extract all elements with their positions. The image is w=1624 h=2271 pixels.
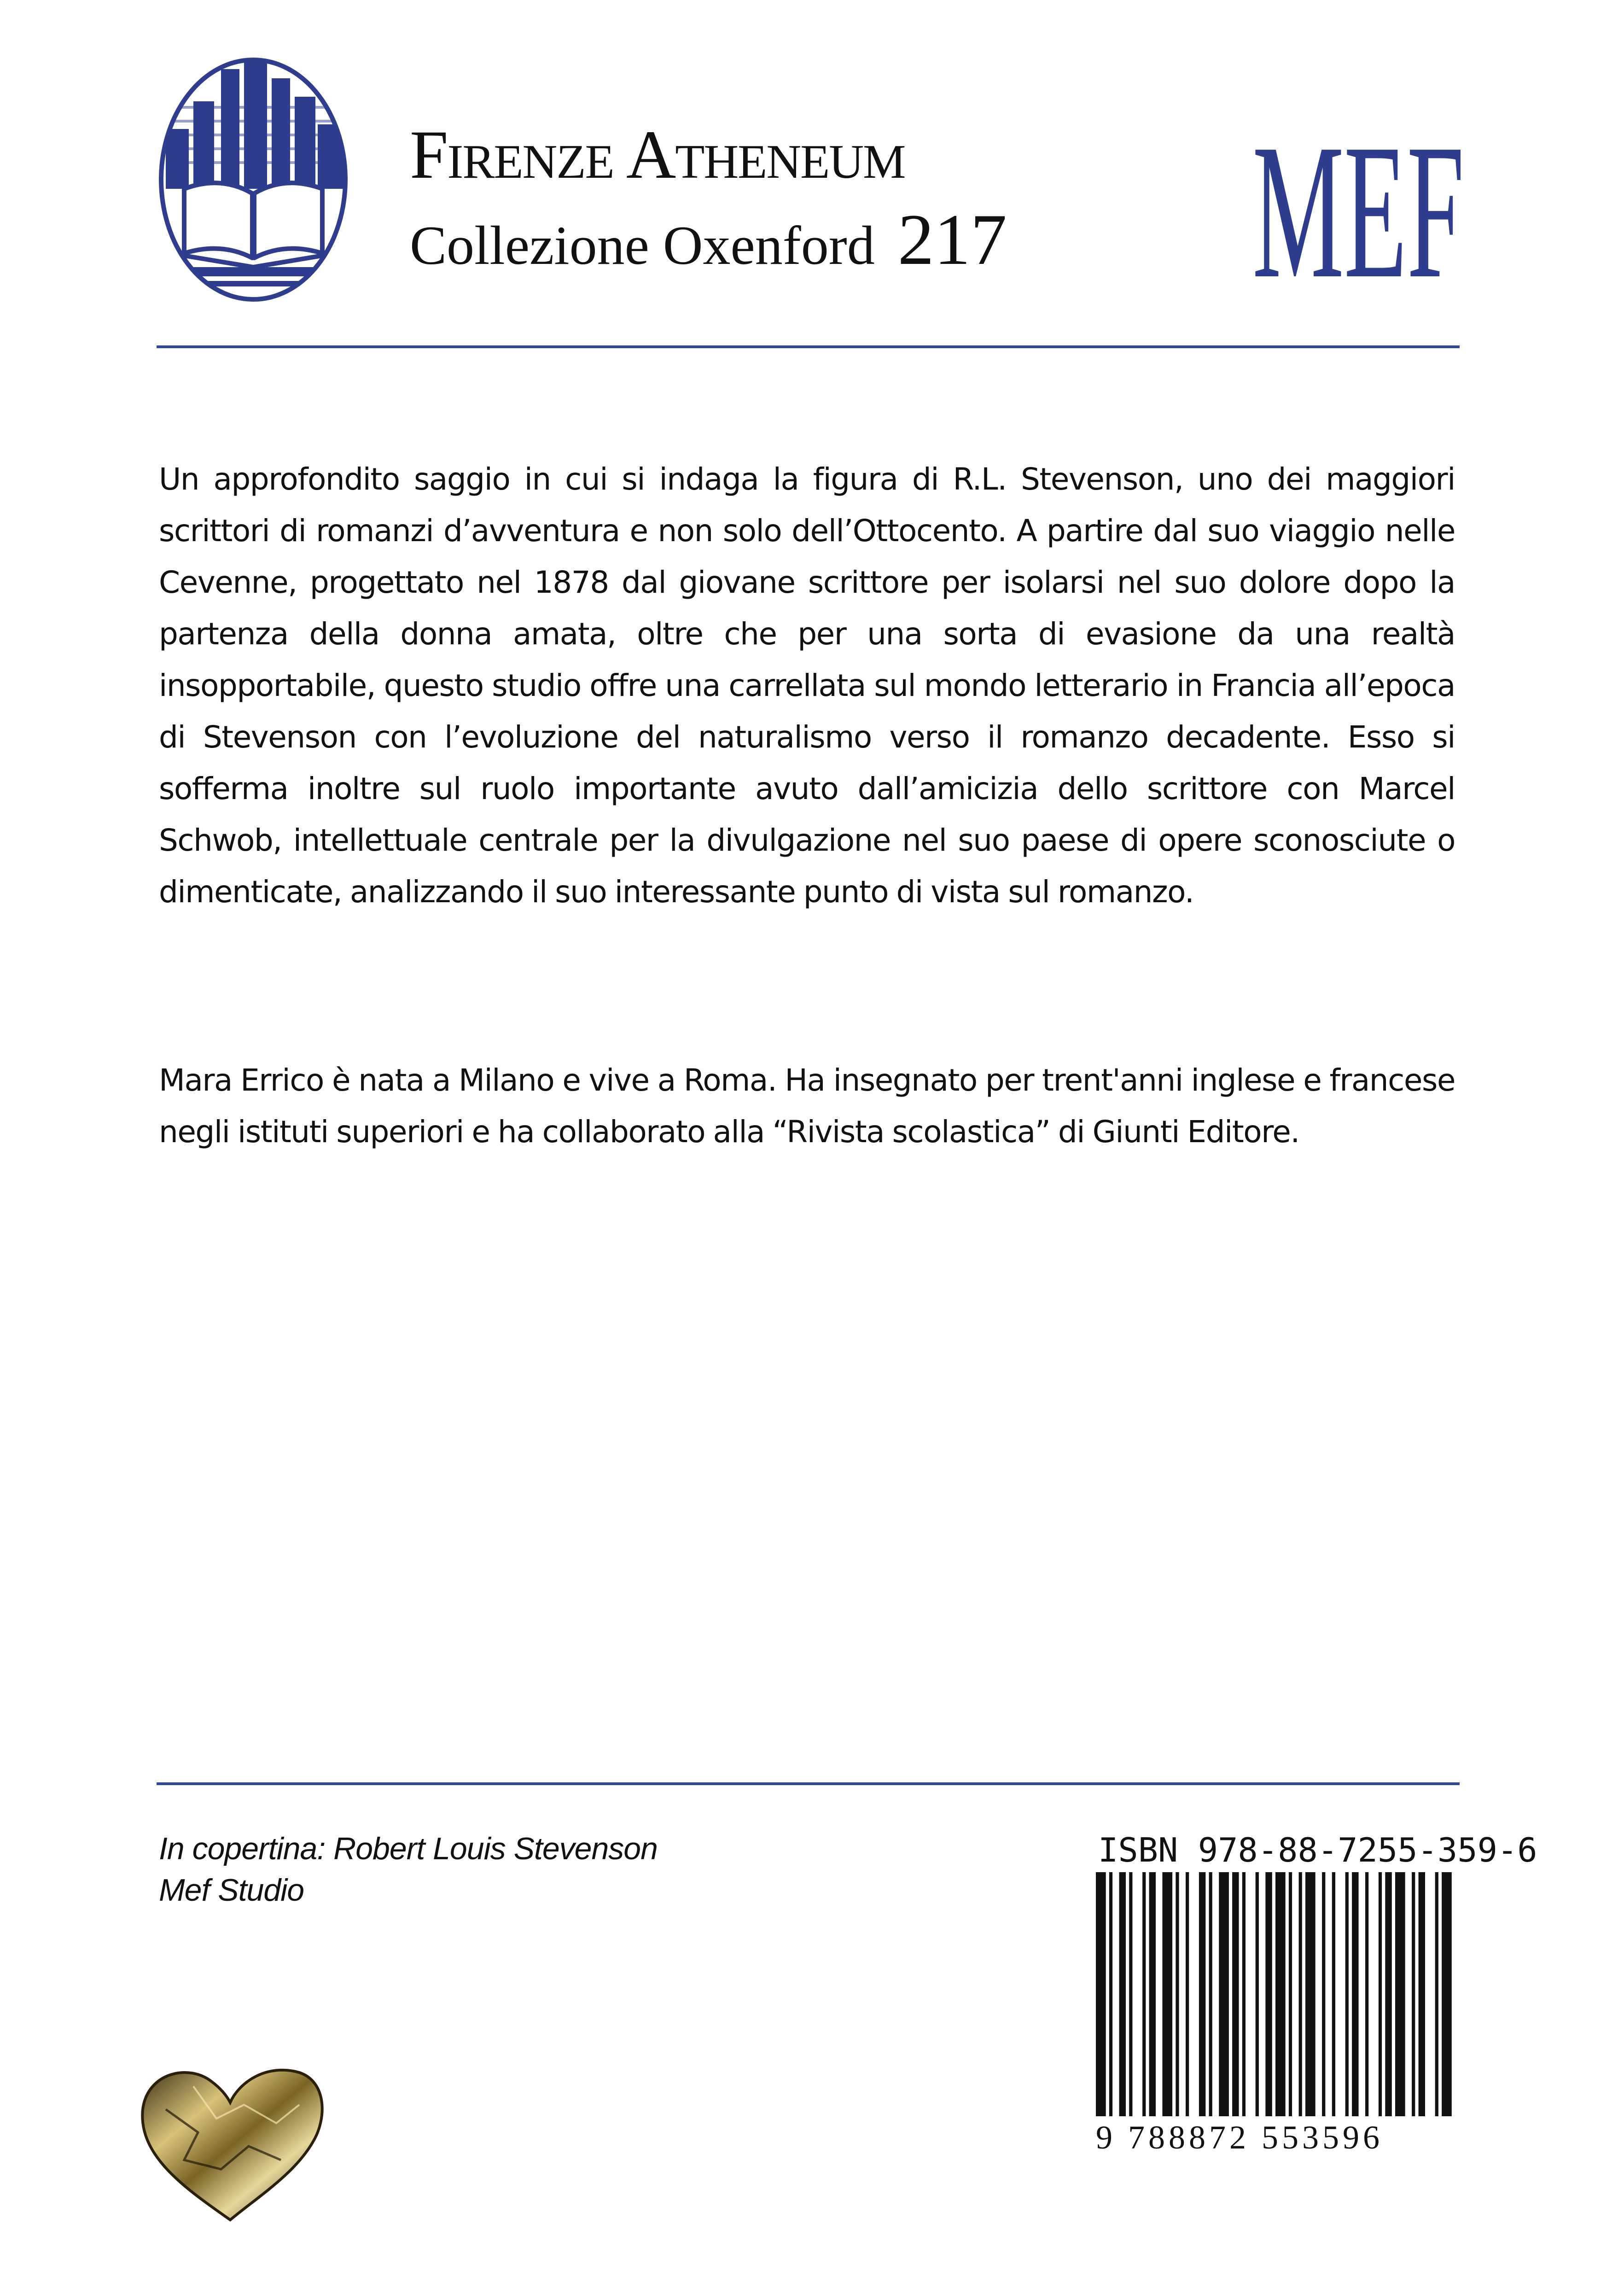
barcode-bar (1129, 1872, 1132, 2116)
barcode-bar (1419, 1872, 1425, 2116)
barcode-bar (1275, 1872, 1286, 2116)
gold-heart-icon (129, 2054, 332, 2229)
barcode-bar (1412, 1872, 1415, 2116)
barcode-bar (1256, 1872, 1259, 2116)
cover-credit: In copertina: Robert Louis Stevenson (159, 1831, 658, 1866)
barcode-bar (1232, 1872, 1239, 2116)
barcode-bar (1242, 1872, 1246, 2116)
barcode-bar (1109, 1872, 1112, 2116)
book-description: Un approfondito saggio in cui si indaga la figura di R.L. Stevenson, uno dei maggiori scrittori di romanzi d’avventura e non solo dell’Ottocento. A partire dal suo viaggio nelle Cevenne, progettato nel 1878 dal giovane scrittore per isolarsi nel suo dolore dopo la partenza della donna amata, oltre che per una sorta di evasione da una realtà insopportabile, questo studio offre una carrellata sul mondo letterario in Francia all’epoca di Stevenson con l’evoluzione del naturalismo verso il romanzo decadente. Esso si sofferma inoltre sul ruolo importante avuto dall’amicizia dello scrittore con Marcel Schwob, intellettuale centrale per la divulgazione nel suo paese di opere sconosciute o dimenticate, analizzando il suo interessante punto di vista sul romanzo. (159, 461, 1455, 910)
barcode-bar (1345, 1872, 1349, 2116)
barcode-bar (1176, 1872, 1179, 2116)
barcode-bar (1379, 1872, 1382, 2116)
collection-line (410, 198, 1007, 282)
barcode-bar (1365, 1872, 1368, 2116)
barcode-bar (1435, 1872, 1438, 2116)
barcode-bar (1096, 1872, 1106, 2116)
publisher-name: Firenze Atheneum (410, 117, 905, 193)
mef-brand-logo (1252, 101, 1464, 322)
barcode-bar (1299, 1872, 1302, 2116)
collection-number: 217 (897, 199, 1007, 280)
barcode-bar (1352, 1872, 1358, 2116)
barcode-bar (1289, 1872, 1292, 2116)
barcode-bar (1186, 1872, 1189, 2116)
publisher-logo-icon (152, 51, 355, 309)
barcode-bar (1162, 1872, 1172, 2116)
author-bio: Mara Errico è nata a Milano e vive a Roma. Ha insegnato per trent'anni inglese e francese negli istituti superiori e ha collaborato alla “Rivista scolastica” di Giunti Editore. (159, 1063, 1455, 1150)
barcode-bar (1322, 1872, 1325, 2116)
barcode-icon (1096, 1872, 1455, 2116)
bottom-divider (157, 1782, 1460, 1785)
collection-label: Collezione Oxenford (410, 215, 875, 276)
barcode-bar (1395, 1872, 1405, 2116)
barcode-bar (1199, 1872, 1205, 2116)
barcode-bar (1142, 1872, 1146, 2116)
barcode-bar (1219, 1872, 1229, 2116)
studio-credit: Mef Studio (159, 1873, 304, 1908)
barcode-digits: 9 788872 553596 (1096, 2119, 1383, 2156)
barcode-bar (1119, 1872, 1126, 2116)
barcode-bar (1385, 1872, 1391, 2116)
barcode-bar (1442, 1872, 1452, 2116)
barcode-bar (1209, 1872, 1212, 2116)
barcode-bar (1149, 1872, 1156, 2116)
barcode-bar (1265, 1872, 1272, 2116)
barcode-bar (1332, 1872, 1335, 2116)
barcode-bar (1305, 1872, 1315, 2116)
isbn-label: ISBN 978-88-7255-359-6 (1098, 1831, 1537, 1869)
top-divider (157, 345, 1460, 348)
brand-text: MEF (1252, 104, 1464, 318)
